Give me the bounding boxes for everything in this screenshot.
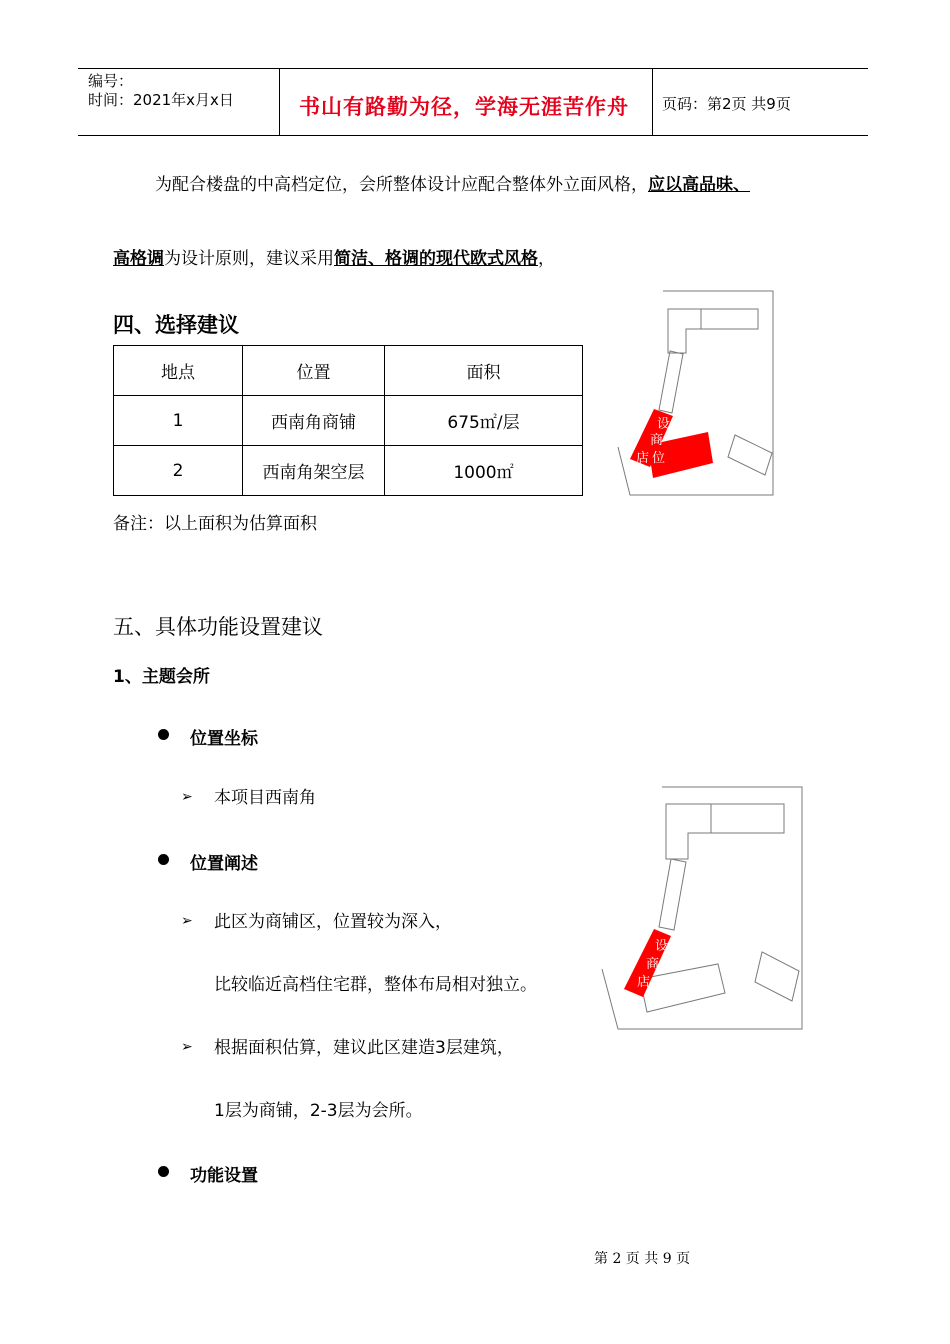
site-map-2 <box>598 783 808 1033</box>
site-boundary <box>602 787 802 1029</box>
bullet-dot <box>158 1166 169 1177</box>
building-east <box>728 435 772 475</box>
page-footer: 第 2 页 共 9 页 <box>594 1251 691 1267</box>
description-item-2-line-1: 根据面积估算，建议此区建造3层建筑， <box>214 1038 514 1058</box>
description-item-1-line-2: 比较临近高档住宅群，整体布局相对独立。 <box>214 975 537 995</box>
table-row <box>114 446 583 496</box>
table-header-row <box>114 346 583 396</box>
map-label-char: 设 <box>657 417 671 432</box>
intro-line-2-end: ， <box>538 249 555 269</box>
table-header-cell: 地点 <box>114 346 243 396</box>
building-slab <box>659 351 683 413</box>
table-header-cell: 面积 <box>385 346 583 396</box>
table-cell: 675㎡/层 <box>385 396 583 446</box>
map-label-char: 设 <box>655 939 669 954</box>
section-5-subtitle: 1、主题会所 <box>113 667 210 687</box>
arrow-bullet-icon: ➢ <box>181 1039 193 1055</box>
bullet-dot <box>158 854 169 865</box>
highlight-lot-1 <box>630 409 713 478</box>
map-label-char: 商 <box>650 433 664 448</box>
section-5-title: 五、具体功能设置建议 <box>113 615 323 639</box>
bullet-location-heading: 位置坐标 <box>190 729 258 749</box>
intro-line-1 <box>155 173 750 197</box>
description-item-1-line-1: 此区为商铺区，位置较为深入， <box>214 912 452 932</box>
header-divider-right <box>652 68 653 136</box>
header-bottom-rule <box>78 135 868 136</box>
table-row <box>114 396 583 446</box>
header-top-rule <box>78 68 868 69</box>
table-header-cell: 位置 <box>243 346 385 396</box>
intro-line-2-text: 为设计原则，建议采用 <box>164 249 334 269</box>
map-label-char: 位 <box>652 451 666 466</box>
location-table <box>113 345 583 496</box>
intro-line-1-emphasis: 应以高品味、 <box>648 175 750 195</box>
building-slab <box>659 859 686 930</box>
document-number-label: 编号： <box>88 72 134 90</box>
table-cell: 西南角架空层 <box>243 446 385 496</box>
table-note: 备注：以上面积为估算面积 <box>113 514 317 534</box>
table-cell: 西南角商铺 <box>243 396 385 446</box>
intro-line-2-style: 简洁、格调的现代欧式风格 <box>334 249 538 269</box>
document-time-label: 时间：2021年x月x日 <box>88 91 234 109</box>
section-4-title: 四、选择建议 <box>113 313 239 337</box>
site-map-1 <box>610 285 780 500</box>
location-item: 本项目西南角 <box>214 788 316 808</box>
map-label-char: 商 <box>646 957 660 972</box>
header-page-code: 页码：第2页 共9页 <box>662 95 791 113</box>
bullet-function-heading: 功能设置 <box>190 1166 258 1186</box>
header-motto: 书山有路勤为径，学海无涯苦作舟 <box>299 95 629 119</box>
bullet-description-heading: 位置阐述 <box>190 854 258 874</box>
table-cell: 1 <box>114 396 243 446</box>
arrow-bullet-icon: ➢ <box>181 789 193 805</box>
arrow-bullet-icon: ➢ <box>181 913 193 929</box>
table-cell: 2 <box>114 446 243 496</box>
intro-line-2-emphasis: 高格调 <box>113 249 164 269</box>
header-divider-left <box>279 68 280 136</box>
bullet-dot <box>158 729 169 740</box>
building-l-top <box>666 804 784 859</box>
intro-line-2 <box>113 247 555 271</box>
description-item-2-line-2: 1层为商铺，2-3层为会所。 <box>214 1101 423 1121</box>
building-l-top <box>668 309 758 353</box>
map-label-char: 店 <box>636 451 650 466</box>
table-cell: 1000㎡ <box>385 446 583 496</box>
building-east <box>755 952 799 1001</box>
map-label-char: 店 <box>637 975 651 990</box>
intro-line-1-text: 为配合楼盘的中高档定位，会所整体设计应配合整体外立面风格， <box>155 175 648 195</box>
